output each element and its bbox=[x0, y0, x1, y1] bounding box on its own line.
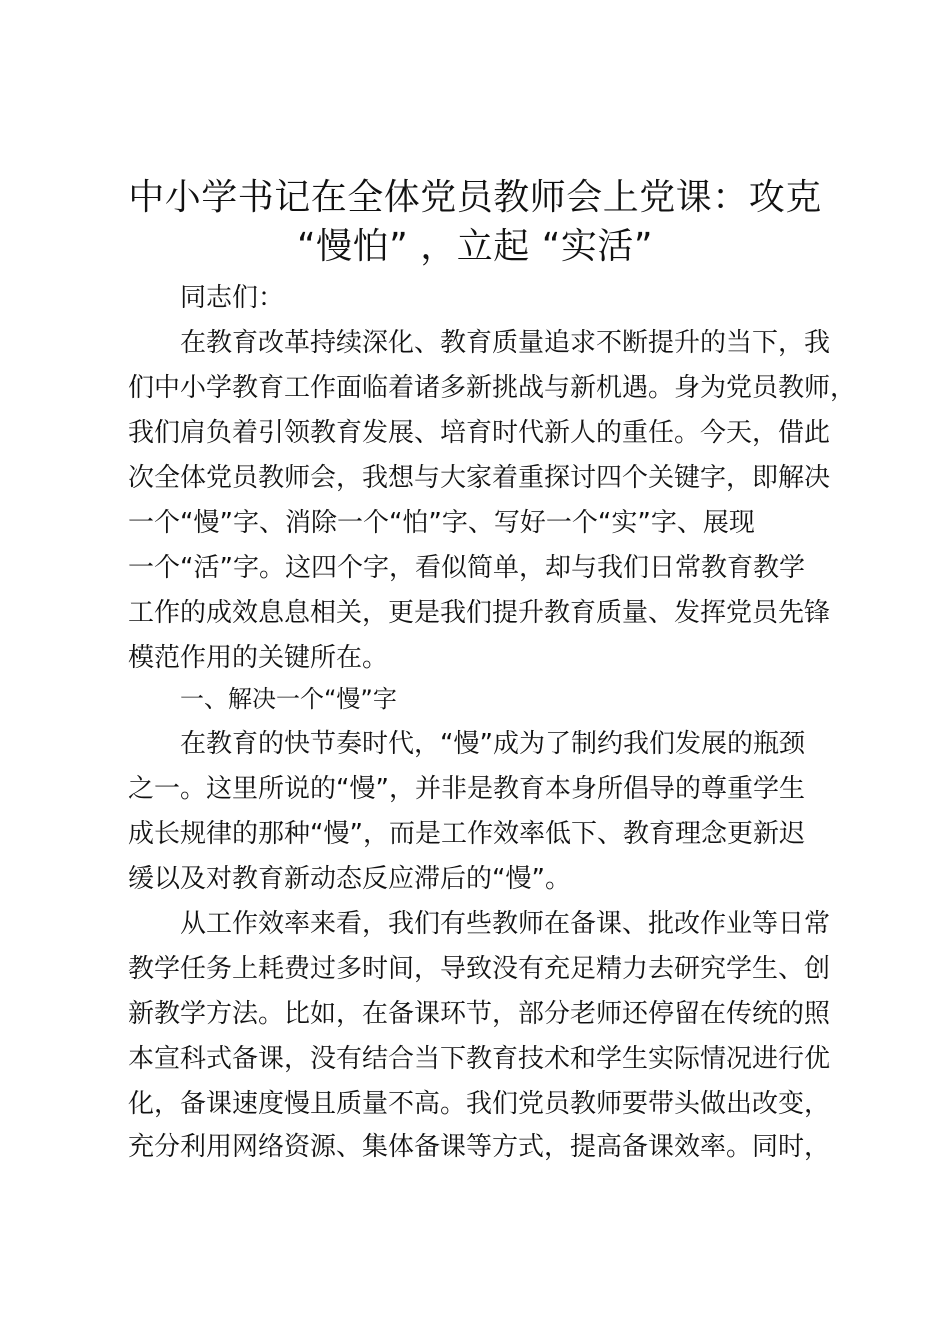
section-heading: 一、解决一个“慢”字 bbox=[180, 685, 397, 713]
salutation: 同志们： bbox=[180, 283, 285, 313]
paragraph-line: 成长规律的那种“慢”，而是工作效率低下、教育理念更新迟 bbox=[128, 819, 805, 849]
paragraph-line: 在教育的快节奏时代，“慢”成为了制约我们发展的瓶颈 bbox=[180, 729, 805, 759]
paragraph-line: 一个“慢”字、消除一个“怕”字、写好一个“实”字、展现 bbox=[128, 508, 755, 538]
paragraph-line: 模范作用的关键所在。 bbox=[128, 643, 389, 673]
paragraph-line: 之一。这里所说的“慢”，并非是教育本身所倡导的尊重学生 bbox=[128, 774, 805, 804]
paragraph-line: 缓以及对教育新动态反应滞后的“慢”。 bbox=[128, 864, 571, 894]
paragraph-line: 化，备课速度慢且质量不高。我们党员教师要带头做出改变， bbox=[128, 1089, 831, 1119]
paragraph-line: 我们肩负着引领教育发展、培育时代新人的重任。今天，借此 bbox=[128, 418, 831, 448]
paragraph-line: 在教育改革持续深化、教育质量追求不断提升的当下，我 bbox=[180, 328, 831, 358]
document-title-line-2: “慢怕” ，立起 “实活” bbox=[297, 226, 653, 267]
paragraph-line: 本宣科式备课，没有结合当下教育技术和学生实际情况进行优 bbox=[128, 1044, 831, 1074]
paragraph-line: 们中小学教育工作面临着诸多新挑战与新机遇。身为党员教师， bbox=[128, 373, 857, 403]
paragraph-line: 一个“活”字。这四个字，看似简单，却与我们日常教育教学 bbox=[128, 553, 805, 583]
paragraph-line: 充分利用网络资源、集体备课等方式，提高备课效率。同时， bbox=[128, 1132, 831, 1162]
paragraph-line: 教学任务上耗费过多时间，导致没有充足精力去研究学生、创 bbox=[128, 954, 831, 984]
document-title-line-1: 中小学书记在全体党员教师会上党课：攻克 bbox=[128, 177, 822, 218]
paragraph-line: 次全体党员教师会，我想与大家着重探讨四个关键字，即解决 bbox=[128, 463, 831, 493]
paragraph-line: 从工作效率来看，我们有些教师在备课、批改作业等日常 bbox=[180, 909, 831, 939]
paragraph-line: 新教学方法。比如，在备课环节，部分老师还停留在传统的照 bbox=[128, 999, 831, 1029]
paragraph-line: 工作的成效息息相关，更是我们提升教育质量、发挥党员先锋 bbox=[128, 598, 831, 628]
